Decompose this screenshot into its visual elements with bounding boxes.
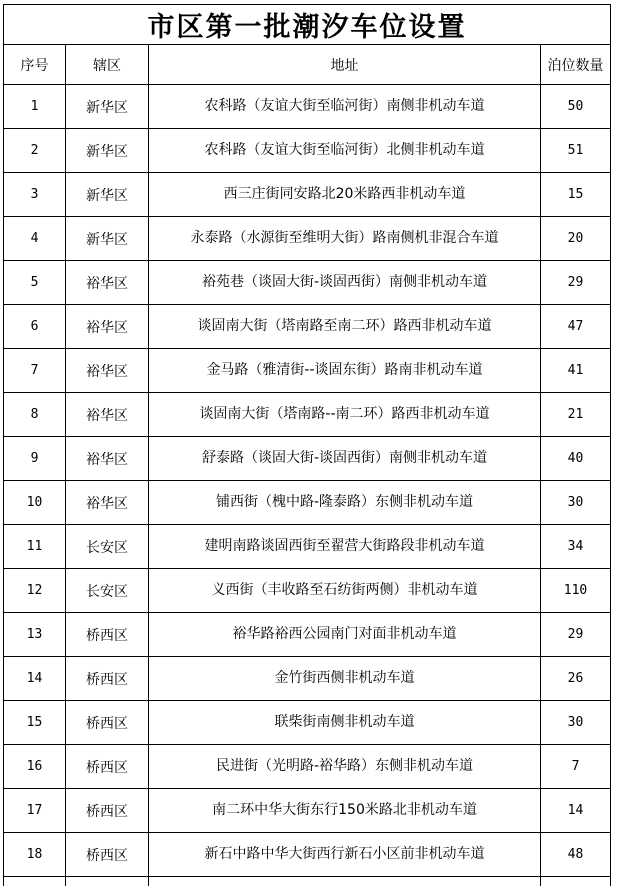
row-spaces: 41 <box>541 349 611 393</box>
tidal-parking-table <box>3 4 611 886</box>
row-index: 10 <box>4 481 66 525</box>
row-address: 永泰路（水源街至维明大街）路南侧机非混合车道 <box>149 217 541 261</box>
row-spaces: 21 <box>541 393 611 437</box>
row-district: 新华区 <box>66 217 149 261</box>
header-spaces: 泊位数量 <box>541 45 611 85</box>
table-row <box>4 261 611 305</box>
row-address: 农科路（友谊大街至临河街）南侧非机动车道 <box>149 85 541 129</box>
row-district: 桥西区 <box>66 745 149 789</box>
row-spaces: 14 <box>541 789 611 833</box>
table-row <box>4 613 611 657</box>
table-row <box>4 701 611 745</box>
table-row <box>4 349 611 393</box>
row-district: 裕华区 <box>66 393 149 437</box>
header-address: 地址 <box>149 45 541 85</box>
header-district: 辖区 <box>66 45 149 85</box>
row-district: 桥西区 <box>66 613 149 657</box>
row-spaces: 47 <box>541 305 611 349</box>
table-row <box>4 305 611 349</box>
row-district: 新华区 <box>66 129 149 173</box>
row-index: 6 <box>4 305 66 349</box>
row-spaces: 110 <box>541 569 611 613</box>
row-district: 桥西区 <box>66 833 149 877</box>
row-district: 新华区 <box>66 173 149 217</box>
row-index: 17 <box>4 789 66 833</box>
row-address: 金马路（雅清街--谈固东街）路南非机动车道 <box>149 349 541 393</box>
partial-cell <box>66 877 149 886</box>
row-index: 14 <box>4 657 66 701</box>
row-district: 裕华区 <box>66 261 149 305</box>
row-district: 长安区 <box>66 569 149 613</box>
table-row <box>4 525 611 569</box>
header-index: 序号 <box>4 45 66 85</box>
row-address: 新石中路中华大街西行新石小区前非机动车道 <box>149 833 541 877</box>
row-index: 4 <box>4 217 66 261</box>
row-index: 13 <box>4 613 66 657</box>
row-spaces: 20 <box>541 217 611 261</box>
row-district: 桥西区 <box>66 789 149 833</box>
row-index: 3 <box>4 173 66 217</box>
row-district: 长安区 <box>66 525 149 569</box>
row-address: 裕苑巷（谈固大街-谈固西街）南侧非机动车道 <box>149 261 541 305</box>
row-address: 义西街（丰收路至石纺街两侧）非机动车道 <box>149 569 541 613</box>
partial-cell <box>149 877 541 886</box>
row-district: 裕华区 <box>66 305 149 349</box>
table-row <box>4 85 611 129</box>
row-index: 11 <box>4 525 66 569</box>
table-row-partial <box>4 877 611 886</box>
row-district: 新华区 <box>66 85 149 129</box>
row-index: 7 <box>4 349 66 393</box>
row-address: 农科路（友谊大街至临河街）北侧非机动车道 <box>149 129 541 173</box>
table-row <box>4 173 611 217</box>
table-row <box>4 789 611 833</box>
row-district: 裕华区 <box>66 481 149 525</box>
row-index: 15 <box>4 701 66 745</box>
row-district: 裕华区 <box>66 437 149 481</box>
row-spaces: 48 <box>541 833 611 877</box>
row-index: 8 <box>4 393 66 437</box>
row-index: 16 <box>4 745 66 789</box>
table-row <box>4 745 611 789</box>
row-index: 5 <box>4 261 66 305</box>
table-row <box>4 393 611 437</box>
partial-cell <box>4 877 66 886</box>
row-spaces: 51 <box>541 129 611 173</box>
row-spaces: 34 <box>541 525 611 569</box>
row-district: 桥西区 <box>66 657 149 701</box>
row-address: 裕华路裕西公园南门对面非机动车道 <box>149 613 541 657</box>
row-index: 2 <box>4 129 66 173</box>
row-index: 12 <box>4 569 66 613</box>
row-spaces: 7 <box>541 745 611 789</box>
row-address: 谈固南大街（塔南路--南二环）路西非机动车道 <box>149 393 541 437</box>
row-address: 金竹街西侧非机动车道 <box>149 657 541 701</box>
table-title: 市区第一批潮汐车位设置 <box>4 5 611 45</box>
table-row <box>4 481 611 525</box>
row-address: 铺西街（槐中路-隆泰路）东侧非机动车道 <box>149 481 541 525</box>
row-address: 西三庄街同安路北20米路西非机动车道 <box>149 173 541 217</box>
row-index: 18 <box>4 833 66 877</box>
row-address: 建明南路谈固西街至翟营大街路段非机动车道 <box>149 525 541 569</box>
row-spaces: 40 <box>541 437 611 481</box>
row-district: 裕华区 <box>66 349 149 393</box>
table-row <box>4 569 611 613</box>
row-address: 民进街（光明路-裕华路）东侧非机动车道 <box>149 745 541 789</box>
table-row <box>4 833 611 877</box>
partial-cell <box>541 877 611 886</box>
row-index: 9 <box>4 437 66 481</box>
table-row <box>4 437 611 481</box>
row-address: 舒泰路（谈固大街-谈固西街）南侧非机动车道 <box>149 437 541 481</box>
row-index: 1 <box>4 85 66 129</box>
row-address: 谈固南大街（塔南路至南二环）路西非机动车道 <box>149 305 541 349</box>
row-spaces: 30 <box>541 701 611 745</box>
row-spaces: 50 <box>541 85 611 129</box>
row-spaces: 29 <box>541 613 611 657</box>
table-row <box>4 657 611 701</box>
row-spaces: 15 <box>541 173 611 217</box>
row-district: 桥西区 <box>66 701 149 745</box>
header-row <box>4 45 611 85</box>
row-spaces: 30 <box>541 481 611 525</box>
row-address: 南二环中华大街东行150米路北非机动车道 <box>149 789 541 833</box>
row-spaces: 29 <box>541 261 611 305</box>
table-row <box>4 217 611 261</box>
row-spaces: 26 <box>541 657 611 701</box>
row-address: 联柴街南侧非机动车道 <box>149 701 541 745</box>
table-row <box>4 129 611 173</box>
